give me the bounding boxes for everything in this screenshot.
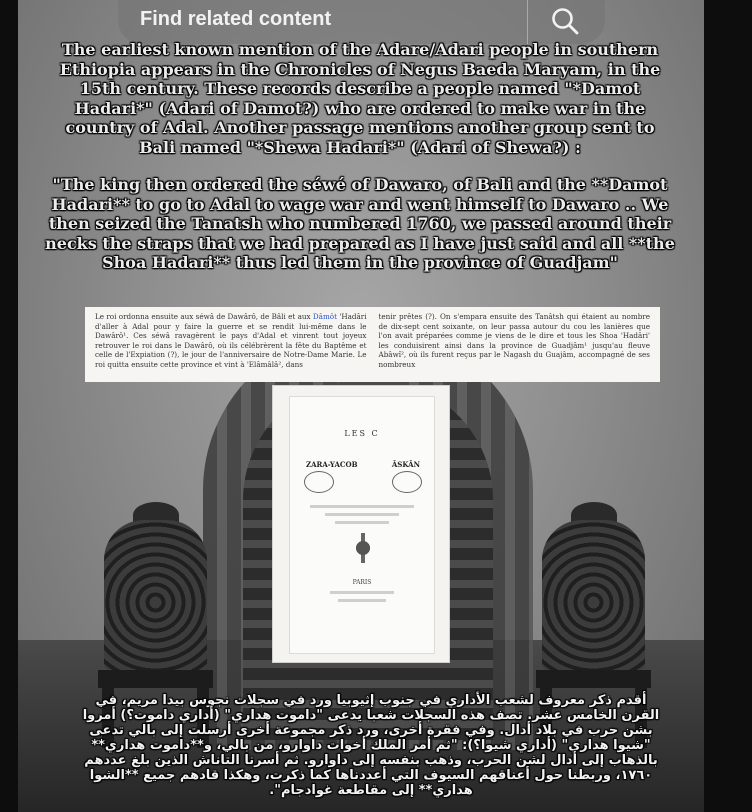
book-subtitle-right: ÂSKÂN (391, 460, 420, 469)
book-subtitle-left: ZARA-YACOB (306, 460, 358, 469)
book-seal-right (392, 471, 422, 493)
book-title: LES C (344, 429, 380, 438)
excerpt-column-right: tenir prêtes (?). On s'empara ensuite des Tanâtsh qui étaient au nombre de dix-sept cent soixante, on leur passa autour du cou les lanières que l'on avait préparées comme je viens de le dire et tous les Shoa 'Hadâri' les conduisirent ainsi dans la province de Guadjâm¹ jusqu'au fleuve Abâwî², où ils furent reçus par le Nagash du Guajâm, accompagné de ses nombreux (378, 312, 650, 369)
find-related-content-bar[interactable] (118, 0, 605, 44)
right-dark-border (704, 0, 752, 812)
book-text-line (338, 599, 386, 602)
excerpt-text: 'Hadâri d'aller à Adal pour y faire la guerre et se rendit lui-même dans le Dawârô¹. Ces séwâ ravagèrent le pays d'Adal et vinrent tout joyeux retrouver le roi dans le Dawârô, où ils célébrèrent la fête du Baptême et celle de l'Expiation (?), le jour de l'anniversaire de Notre-Dame Marie. Le roi quitta ensuite cette province et vint à 'Elâmâlâ², dans (95, 312, 367, 369)
excerpt-text: Le roi ordonna ensuite aux séwâ de Dawârô, de Bâli et aux (95, 312, 313, 321)
book-title-page-scan (272, 385, 450, 663)
book-seal-left (304, 471, 334, 493)
book-page (289, 396, 435, 654)
left-dark-border (0, 0, 18, 812)
book-emblem (350, 533, 376, 563)
excerpt-column-left (95, 312, 367, 377)
search-label[interactable]: Find related content (140, 8, 332, 30)
book-text-line (335, 521, 389, 524)
book-text-line (330, 591, 394, 594)
caption-arabic: أقدم ذكر معروف لشعب الأداري في جنوب إثيوبيا ورد في سجلات نجوس بيدا مريم، في القرن الخامس عشر. تصف هذه السجلات شعبا يدعى "داموت هداري" (أداري داموت؟) أمروا بشن حرب في بلاد أدال. وفي فقرة أخرى، ورد ذكر مجموعة أخرى أرسلت إلى بالي تدعى "شيوا هداري" (أداري شيوا؟): "ثم أمر الملك أخوات داوارو، من بالي، و**داموت هداري** بالذهاب إلى أدال لشن الحرب، وذهب بنفسه إلى داوارو. ثم أسرنا التاناش الذين بلغ عددهم ١٧٦٠، وربطنا حول أعناقهم السيوف التي أعددناها كما ذكرت، وهكذا قادهم جميع **الشوا هداري** إلى مقاطعة غوادجام". (82, 693, 660, 798)
book-text-line (325, 513, 399, 516)
book-text-line (310, 505, 414, 508)
caption-paragraph-2: "The king then ordered the séwé of Dawaro, of Bali and the **Damot Hadari** to go to Adal to wage war and went himself to Dawaro .. We then seized the Tanatsh who numbered 1760, we passed around their necks the straps that we had prepared as I have just said and all **the Shoa Hadari** thus led them in the province of Guadjam" (45, 175, 675, 272)
book-publisher-city: PARIS (352, 579, 372, 586)
search-icon (550, 6, 580, 36)
french-chronicle-excerpt (85, 307, 660, 382)
search-button[interactable] (528, 0, 605, 44)
excerpt-highlight-damot: Dâmôt (312, 312, 338, 321)
caption-paragraph-1: The earliest known mention of the Adare/Adari people in southern Ethiopia appears in the Chronicles of Negus Baeda Maryam, in the 15th century. These records describe a people named "*Damot Hadari*" (Adari of Damot?) who are ordered to make war in the country of Adal. Another passage mentions another group sent to Bali named "*Shewa Hadari*" (Adari of Shewa?) : (59, 40, 661, 157)
